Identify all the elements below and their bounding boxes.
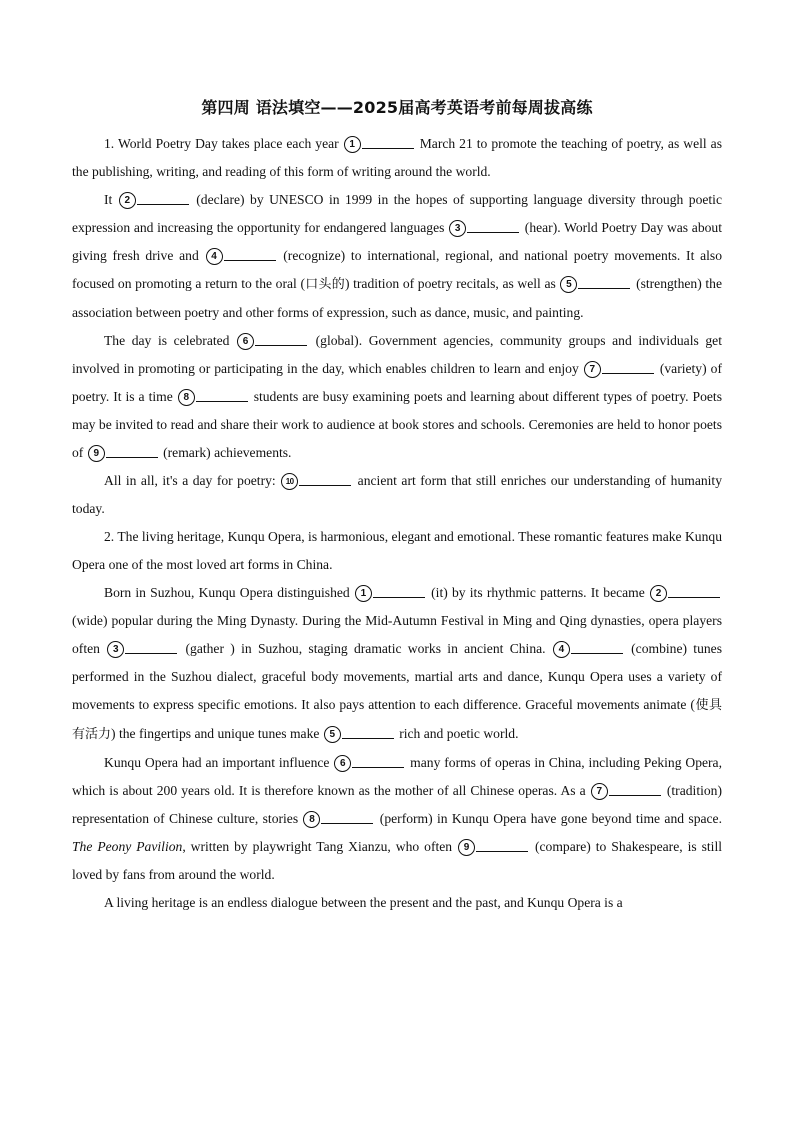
text-run: March 21 to promote the teaching of poetry, as well as the publishing, writing, and reading of this form of writing around the world. xyxy=(72,136,722,179)
answer-blank xyxy=(352,755,404,768)
answer-blank xyxy=(137,192,189,205)
text-run: ) tradition of poetry recitals, as well as xyxy=(344,276,560,291)
passage1-paragraph-2 xyxy=(72,186,722,327)
chinese-gloss: 使具有活力 xyxy=(72,698,722,742)
blank-number-badge: 7 xyxy=(591,783,608,800)
text-run: (global). Government agencies, community groups and individuals get involved in promoting or participating in the day, which enables children to learn and enjoy xyxy=(72,333,722,376)
text-run: (combine) tunes performed in the Suzhou dialect, graceful body movements, martial arts and dance, Kunqu Opera uses a variety of movements to express specific emotions. It also pays attention to each difference. Graceful movements animate ( xyxy=(72,641,722,712)
answer-blank xyxy=(196,389,248,402)
text-run: rich and poetic world. xyxy=(395,726,519,741)
answer-blank xyxy=(299,473,351,486)
text-run: (recognize) to international, regional, and national poetry movements. It also focused on promoting a return to the oral ( xyxy=(72,248,722,291)
text-run: (it) by its rhythmic patterns. It became xyxy=(426,585,649,600)
blank-number-badge: 3 xyxy=(449,220,466,237)
answer-blank xyxy=(362,136,414,149)
blank-number-badge: 1 xyxy=(355,585,372,602)
blank-number-badge: 3 xyxy=(107,641,124,658)
text-run: (gather ) in Suzhou, staging dramatic works in ancient China. xyxy=(179,641,552,656)
document-body xyxy=(72,130,722,917)
blank-number-badge: 5 xyxy=(324,726,341,743)
passage2-paragraph-3 xyxy=(72,749,722,889)
text-run: It xyxy=(104,192,118,207)
answer-blank xyxy=(571,641,623,654)
text-run: (hear). World Poetry Day was about giving fresh drive and xyxy=(72,220,722,263)
blank-number-badge: 6 xyxy=(334,755,351,772)
blank-number-badge: 5 xyxy=(560,276,577,293)
text-run: (strengthen) the association between poetry and other forms of expression, such as dance, music, and painting. xyxy=(72,276,722,320)
chinese-gloss: 口头的 xyxy=(304,277,345,292)
blank-number-badge: 8 xyxy=(178,389,195,406)
blank-number-badge: 1 xyxy=(344,136,361,153)
blank-number-badge: 4 xyxy=(553,641,570,658)
answer-blank xyxy=(668,585,720,598)
blank-number-badge: 7 xyxy=(584,361,601,378)
text-run: Born in Suzhou, Kunqu Opera distinguished xyxy=(104,585,354,600)
blank-number-badge: 6 xyxy=(237,333,254,350)
answer-blank xyxy=(602,361,654,374)
text-run: ) the fingertips and unique tunes make xyxy=(111,726,323,741)
text-run: (variety) of poetry. It is a time xyxy=(72,361,722,404)
answer-blank xyxy=(609,783,661,796)
answer-blank xyxy=(476,839,528,852)
text-run: Kunqu Opera had an important influence xyxy=(104,755,334,770)
text-run: , written by playwright Tang Xianzu, who often xyxy=(182,839,458,854)
page-title: 第四周 语法填空——2025届高考英语考前每周拔高练 xyxy=(201,98,593,117)
text-run: (declare) by UNESCO in 1999 in the hopes of supporting language diversity through poetic expression and increasing the opportunity for endangered languages xyxy=(72,192,722,235)
blank-number-badge: 4 xyxy=(206,248,223,265)
blank-number-badge: 8 xyxy=(303,811,320,828)
answer-blank xyxy=(467,220,519,233)
text-run: many forms of operas in China, including Peking Opera, which is about 200 years old. It is therefore known as the mother of all Chinese operas. As a xyxy=(72,755,722,798)
answer-blank xyxy=(255,333,307,346)
passage2-paragraph-2 xyxy=(72,579,722,749)
passage1-paragraph-3 xyxy=(72,327,722,467)
answer-blank xyxy=(321,811,373,824)
blank-number-badge: 10 xyxy=(281,473,298,490)
text-run: (tradition) representation of Chinese culture, stories xyxy=(72,783,722,826)
text-run: (perform) in Kunqu Opera have gone beyond time and space. xyxy=(375,811,722,826)
text-run: (compare) to Shakespeare, is still loved by fans from around the world. xyxy=(72,839,722,882)
passage2-paragraph-1: 2. The living heritage, Kunqu Opera, is harmonious, elegant and emotional. These romantic features make Kunqu Opera one of the most loved art forms in China. xyxy=(72,529,722,572)
answer-blank xyxy=(125,641,177,654)
blank-number-badge: 9 xyxy=(458,839,475,856)
blank-number-badge: 2 xyxy=(650,585,667,602)
answer-blank xyxy=(224,248,276,261)
work-title: The Peony Pavilion xyxy=(72,839,183,854)
answer-blank xyxy=(106,445,158,458)
answer-blank xyxy=(342,726,394,739)
text-run: ancient art form that still enriches our understanding of humanity today. xyxy=(72,473,722,516)
text-run: 1. World Poetry Day takes place each year xyxy=(104,136,343,151)
text-run: All in all, it's a day for poetry: xyxy=(104,473,281,488)
blank-number-badge: 9 xyxy=(88,445,105,462)
answer-blank xyxy=(578,276,630,289)
text-run: (remark) achievements. xyxy=(159,445,292,460)
answer-blank xyxy=(373,585,425,598)
passage2-paragraph-4: A living heritage is an endless dialogue between the present and the past, and Kunqu Opera is a xyxy=(104,895,623,910)
text-run: students are busy examining poets and learning about different types of poetry. Poets may be invited to read and share their work to audience at book stores and schools. Ceremonies are held to honor poets of xyxy=(72,389,722,460)
text-run: The day is celebrated xyxy=(104,333,237,348)
text-run: (wide) popular during the Ming Dynasty. During the Mid-Autumn Festival in Ming and Qing dynasties, opera players often xyxy=(72,613,722,656)
passage1-paragraph-4 xyxy=(72,467,722,523)
passage1-paragraph-1 xyxy=(72,130,722,186)
blank-number-badge: 2 xyxy=(119,192,136,209)
